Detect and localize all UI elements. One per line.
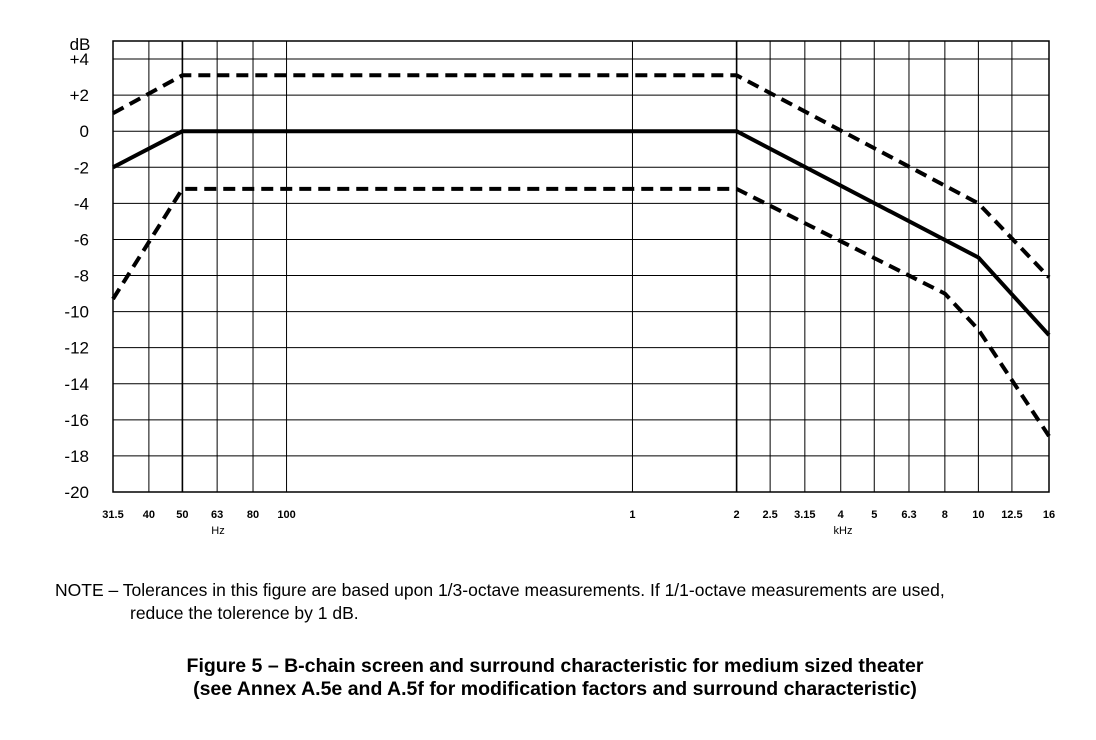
x-tick-label: 80 [246,509,260,521]
x-tick-label: 2 [733,509,740,521]
x-tick-labels [102,509,1055,521]
x-tick-label: 100 [277,509,296,521]
x-unit-khz: kHz [833,525,853,537]
y-tick-label: -8 [73,266,89,286]
y-tick-label: 0 [79,122,89,142]
y-axis-label: dB [69,35,91,54]
y-tick-labels [64,50,89,502]
x-tick-label: 16 [1042,509,1056,521]
y-tick-label: -18 [64,446,89,466]
y-tick-label: -2 [73,158,89,178]
figure-caption [0,655,1096,701]
y-tick-label: +2 [69,86,89,106]
caption-line-1: Figure 5 – B-chain screen and surround characteristic for medium sized theater [186,655,924,677]
caption-line-2: (see Annex A.5e and A.5f for modification factors and surround characteristic) [193,678,917,700]
y-tick-label: -14 [64,374,89,394]
y-tick-label: -20 [64,483,89,502]
note-line-1: NOTE – Tolerances in this figure are based upon 1/3-octave measurements. If 1/1-octave measurements are used, [55,580,945,600]
note [55,579,1055,625]
x-tick-label: 4 [837,509,844,521]
y-tick-label: -10 [64,302,89,322]
x-tick-label: 10 [972,509,985,521]
y-tick-label: -12 [64,338,89,358]
x-tick-label: 3.15 [794,509,816,521]
y-tick-label: -16 [64,410,89,430]
x-tick-label: 40 [142,509,156,521]
x-tick-label: 1 [629,509,636,521]
x-tick-label: 5 [871,509,878,521]
x-tick-label: 6.3 [901,509,917,521]
x-tick-label: 12.5 [1001,509,1023,521]
note-line-2: reduce the tolerence by 1 dB. [130,603,359,623]
x-tick-label: 2.5 [762,509,778,521]
y-tick-label: +4 [69,50,89,70]
x-tick-label: 31.5 [102,509,124,521]
y-tick-label: -6 [73,230,89,250]
x-tick-label: 50 [176,509,189,521]
x-tick-label: 8 [941,509,948,521]
x-tick-label: 63 [211,509,224,521]
x-unit-hz: Hz [211,525,225,537]
grid [113,41,1049,492]
y-tick-label: -4 [73,194,89,214]
